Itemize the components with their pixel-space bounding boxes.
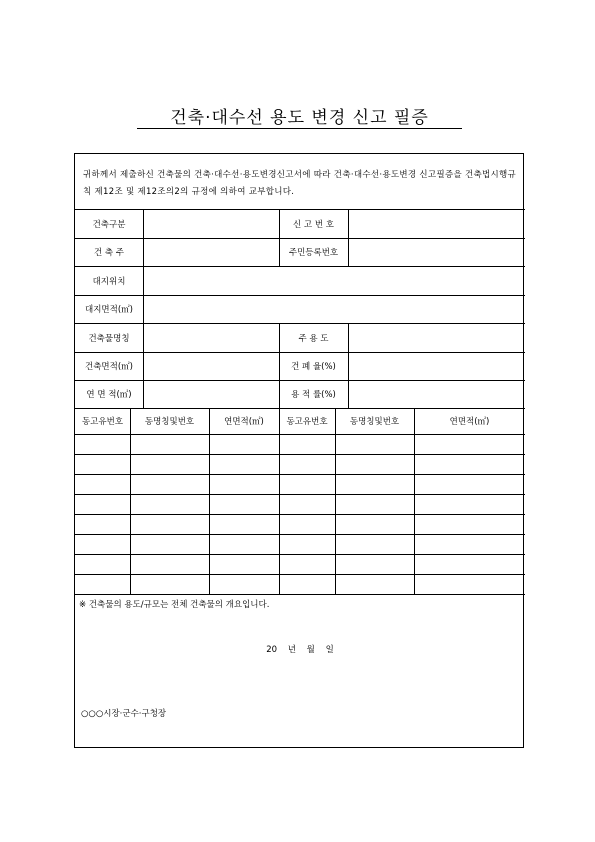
rule <box>75 494 525 495</box>
label-coverage-ratio: 건 폐 율(%) <box>291 362 336 372</box>
header-dong-name-1: 동명칭및번호 <box>144 417 195 427</box>
intro-paragraph: 귀하께서 제출하신 건축물의 건축·대수선·용도변경신고서에 따라 건축·대수선·용도변경 신고필증을 건축법시행규칙 제12조 및 제12조의2의 규정에 의하여 교부합니다. <box>83 170 517 197</box>
rule <box>75 574 525 575</box>
rule <box>75 514 525 515</box>
rule <box>348 209 349 266</box>
title-underline <box>137 128 462 129</box>
header-floor-area-1: 연면적(㎡) <box>224 417 264 427</box>
rule <box>335 408 336 594</box>
label-owner: 건 축 주 <box>93 248 125 258</box>
note-text: ※ 건축물의 용도/규모는 전체 건축물의 개요입니다. <box>79 600 270 610</box>
label-resident-number: 주민등록번호 <box>288 248 339 258</box>
rule <box>75 474 525 475</box>
header-dong-id-2: 동고유번호 <box>286 417 328 427</box>
label-building-area: 건축면적(㎡) <box>85 362 133 372</box>
rule <box>143 295 144 323</box>
issuer-title: ○○○시장·군수·구청장 <box>81 709 167 719</box>
issue-date: 20 년 월 일 <box>266 645 334 655</box>
label-floor-area-ratio: 용 적 률(%) <box>291 390 336 400</box>
label-site-location: 대지위치 <box>92 276 126 287</box>
header-floor-area-2: 연면적(㎡) <box>449 417 490 427</box>
header-dong-id-1: 동고유번호 <box>81 417 124 427</box>
label-report-number: 신 고 번 호 <box>293 219 334 230</box>
rule <box>279 408 280 594</box>
label-building-name: 건축물명칭 <box>88 333 130 344</box>
rule <box>414 408 415 594</box>
rule <box>75 534 525 535</box>
rule <box>75 434 525 435</box>
rule <box>75 594 525 595</box>
label-total-floor-area: 연 면 적(㎡) <box>86 390 132 400</box>
rule <box>130 408 131 594</box>
label-building-type: 건축구분 <box>92 219 126 230</box>
header-dong-name-2: 동명칭및번호 <box>349 417 400 427</box>
label-site-area: 대지면적(㎡) <box>85 305 133 315</box>
rule <box>143 323 144 408</box>
rule <box>143 209 144 295</box>
label-main-use: 주 용 도 <box>298 333 329 344</box>
rule <box>348 323 349 408</box>
document-title: 건축·대수선 용도 변경 신고 필증 <box>170 108 429 128</box>
certificate-frame <box>74 153 524 748</box>
rule <box>75 454 525 455</box>
rule <box>75 554 525 555</box>
rule <box>209 408 210 594</box>
